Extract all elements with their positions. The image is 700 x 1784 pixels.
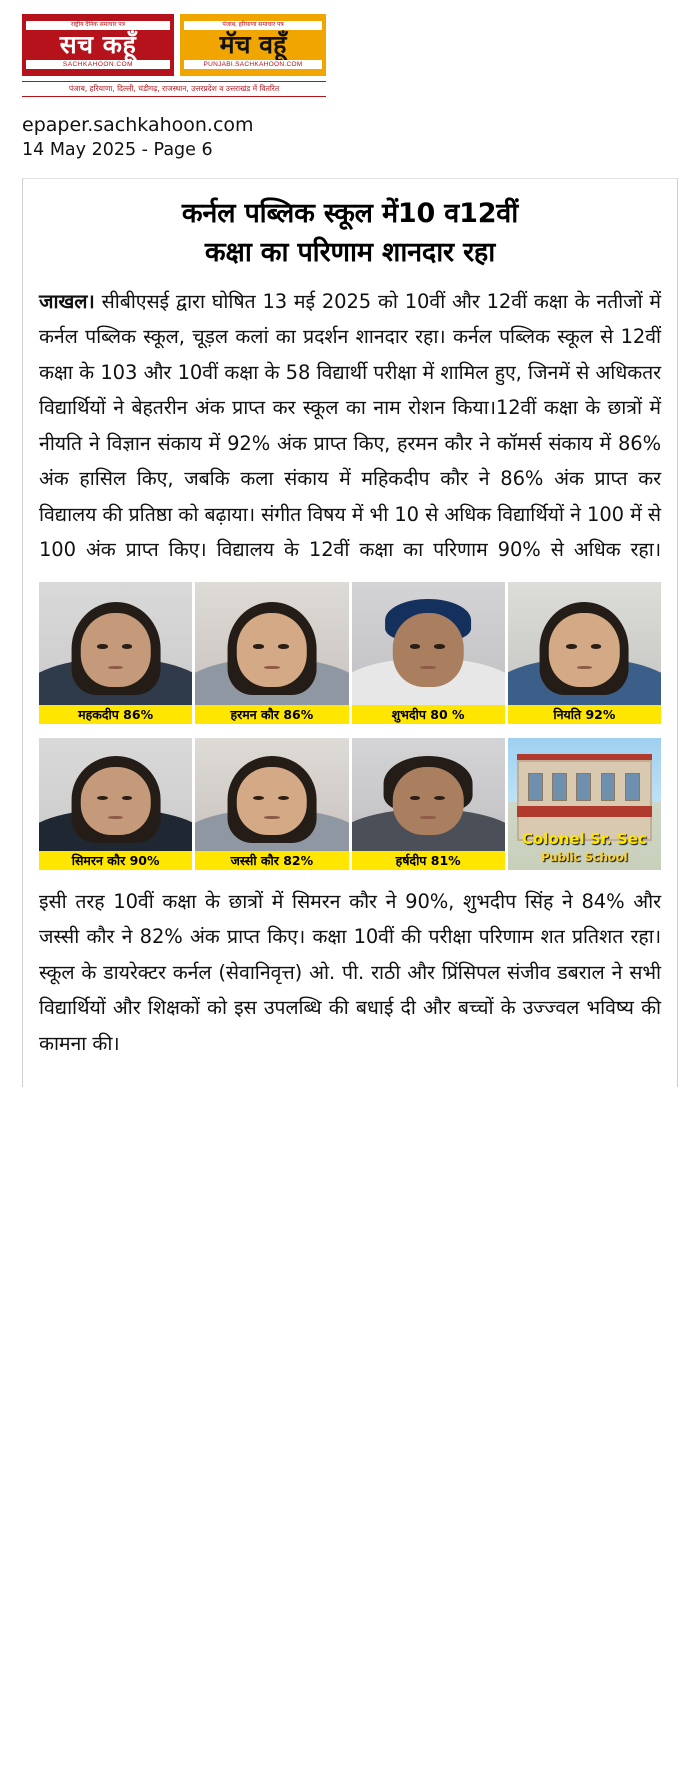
student-photo-icon [508,582,661,724]
school-name: Colonel Sr. Sec [521,830,647,849]
photo-cell [352,582,505,724]
logo-left-tagline: राष्ट्रीय दैनिक समाचार पत्र [26,21,170,30]
student-photo-icon [39,582,192,724]
logo-sach-kahoon [22,14,174,76]
article-paragraph-2: इसी तरह 10वीं कक्षा के छात्रों में सिमरन कौर ने 90%, शुभदीप सिंह ने 84% और जस्सी कौर ने 82% अंक प्राप्त किए। कक्षा 10वीं की परीक्षा परिणाम शत प्रतिशत रहा। स्कूल के डायरेक्टर कर्नल (सेवानिवृत्त) ओ. पी. राठी और प्रिंसिपल संजीव डबराल ने सभी विद्यार्थियों और शिक्षकों को इस उपलब्धि की बधाई दी और बच्चों के उज्ज्वल भविष्य की कामना की। [39,889,661,1055]
photo-grid-row-2 [39,738,661,870]
headline-line-2: कक्षा का परिणाम शानदार रहा [204,236,496,268]
epaper-meta [0,103,700,166]
epaper-issue: 14 May 2025 - Page 6 [22,139,213,160]
logo-punjabi-sach-kahoon [180,14,326,76]
epaper-site: epaper.sachkahoon.com [22,114,254,136]
photo-caption: शुभदीप 80 % [352,705,505,724]
masthead-distribution-strip: पंजाब, हरियाणा, दिल्ली, चंडीगढ़, राजस्थान, उत्तरप्रदेश व उत्तराखंड में वितरित [22,81,326,97]
photo-caption: महकदीप 86% [39,705,192,724]
photo-caption: हरमन कौर 86% [195,705,348,724]
school-photo-cell [508,738,661,870]
logo-left-brand: सच कहूँ [59,30,137,60]
masthead-logos [22,14,678,76]
photo-cell [39,738,192,870]
photo-caption: नियति 92% [508,705,661,724]
logo-right-url: PUNJABI.SACHKAHOON.COM [184,60,322,69]
school-subtitle: Public School [541,849,628,864]
headline-line-1: कर्नल पब्लिक स्कूल में10 व12वीं [181,198,519,230]
photo-caption: हर्षदीप 81% [352,851,505,870]
article-dateline: जाखल। [39,289,95,313]
photo-cell [508,582,661,724]
masthead [0,0,700,103]
student-photo-icon [195,582,348,724]
student-photo-icon [352,582,505,724]
article-paragraph-1-text: सीबीएसई द्वारा घोषित 13 मई 2025 को 10वीं और 12वीं कक्षा के नतीजों में कर्नल पब्लिक स्कूल, चूड़ल कलां का प्रदर्शन शानदार रहा। कर्नल पब्लिक स्कूल से 12वीं कक्षा के 103 और 10वीं कक्षा के 58 विद्यार्थी परीक्षा में शामिल हुए, जिनमें से अधिकतर विद्यार्थियों ने बेहतरीन अंक प्राप्त कर स्कूल का नाम रोशन किया।12वीं कक्षा के छात्रों में नीयति ने विज्ञान संकाय में 92% अंक प्राप्त किए, हरमन कौर ने कॉमर्स संकाय में 86% अंक हासिल किए, जबकि कला संकाय में महिकदीप कौर ने 86% अंक प्राप्त कर विद्यालय की प्रतिष्ठा को बढ़ाया। संगीत विषय में भी 10 से अधिक विद्यार्थियों ने 100 में से 100 अंक प्राप्त किए। विद्यालय के 12वीं कक्षा का परिणाम 90% से अधिक रहा। [39,289,661,562]
photo-cell [39,582,192,724]
logo-right-brand: मॅच वहूँ [219,30,287,60]
article-paragraph-1 [39,284,661,568]
logo-right-tagline: पंजाब, हरियाणा समाचार पत्र [184,21,322,30]
page-title [39,195,661,272]
photo-grid-row-1 [39,582,661,724]
photo-caption: जस्सी कौर 82% [195,851,348,870]
photo-cell [195,738,348,870]
photo-caption: सिमरन कौर 90% [39,851,192,870]
photo-cell [195,582,348,724]
photo-cell [352,738,505,870]
logo-left-url: SACHKAHOON.COM [26,60,170,69]
article-clipping [22,178,678,1087]
